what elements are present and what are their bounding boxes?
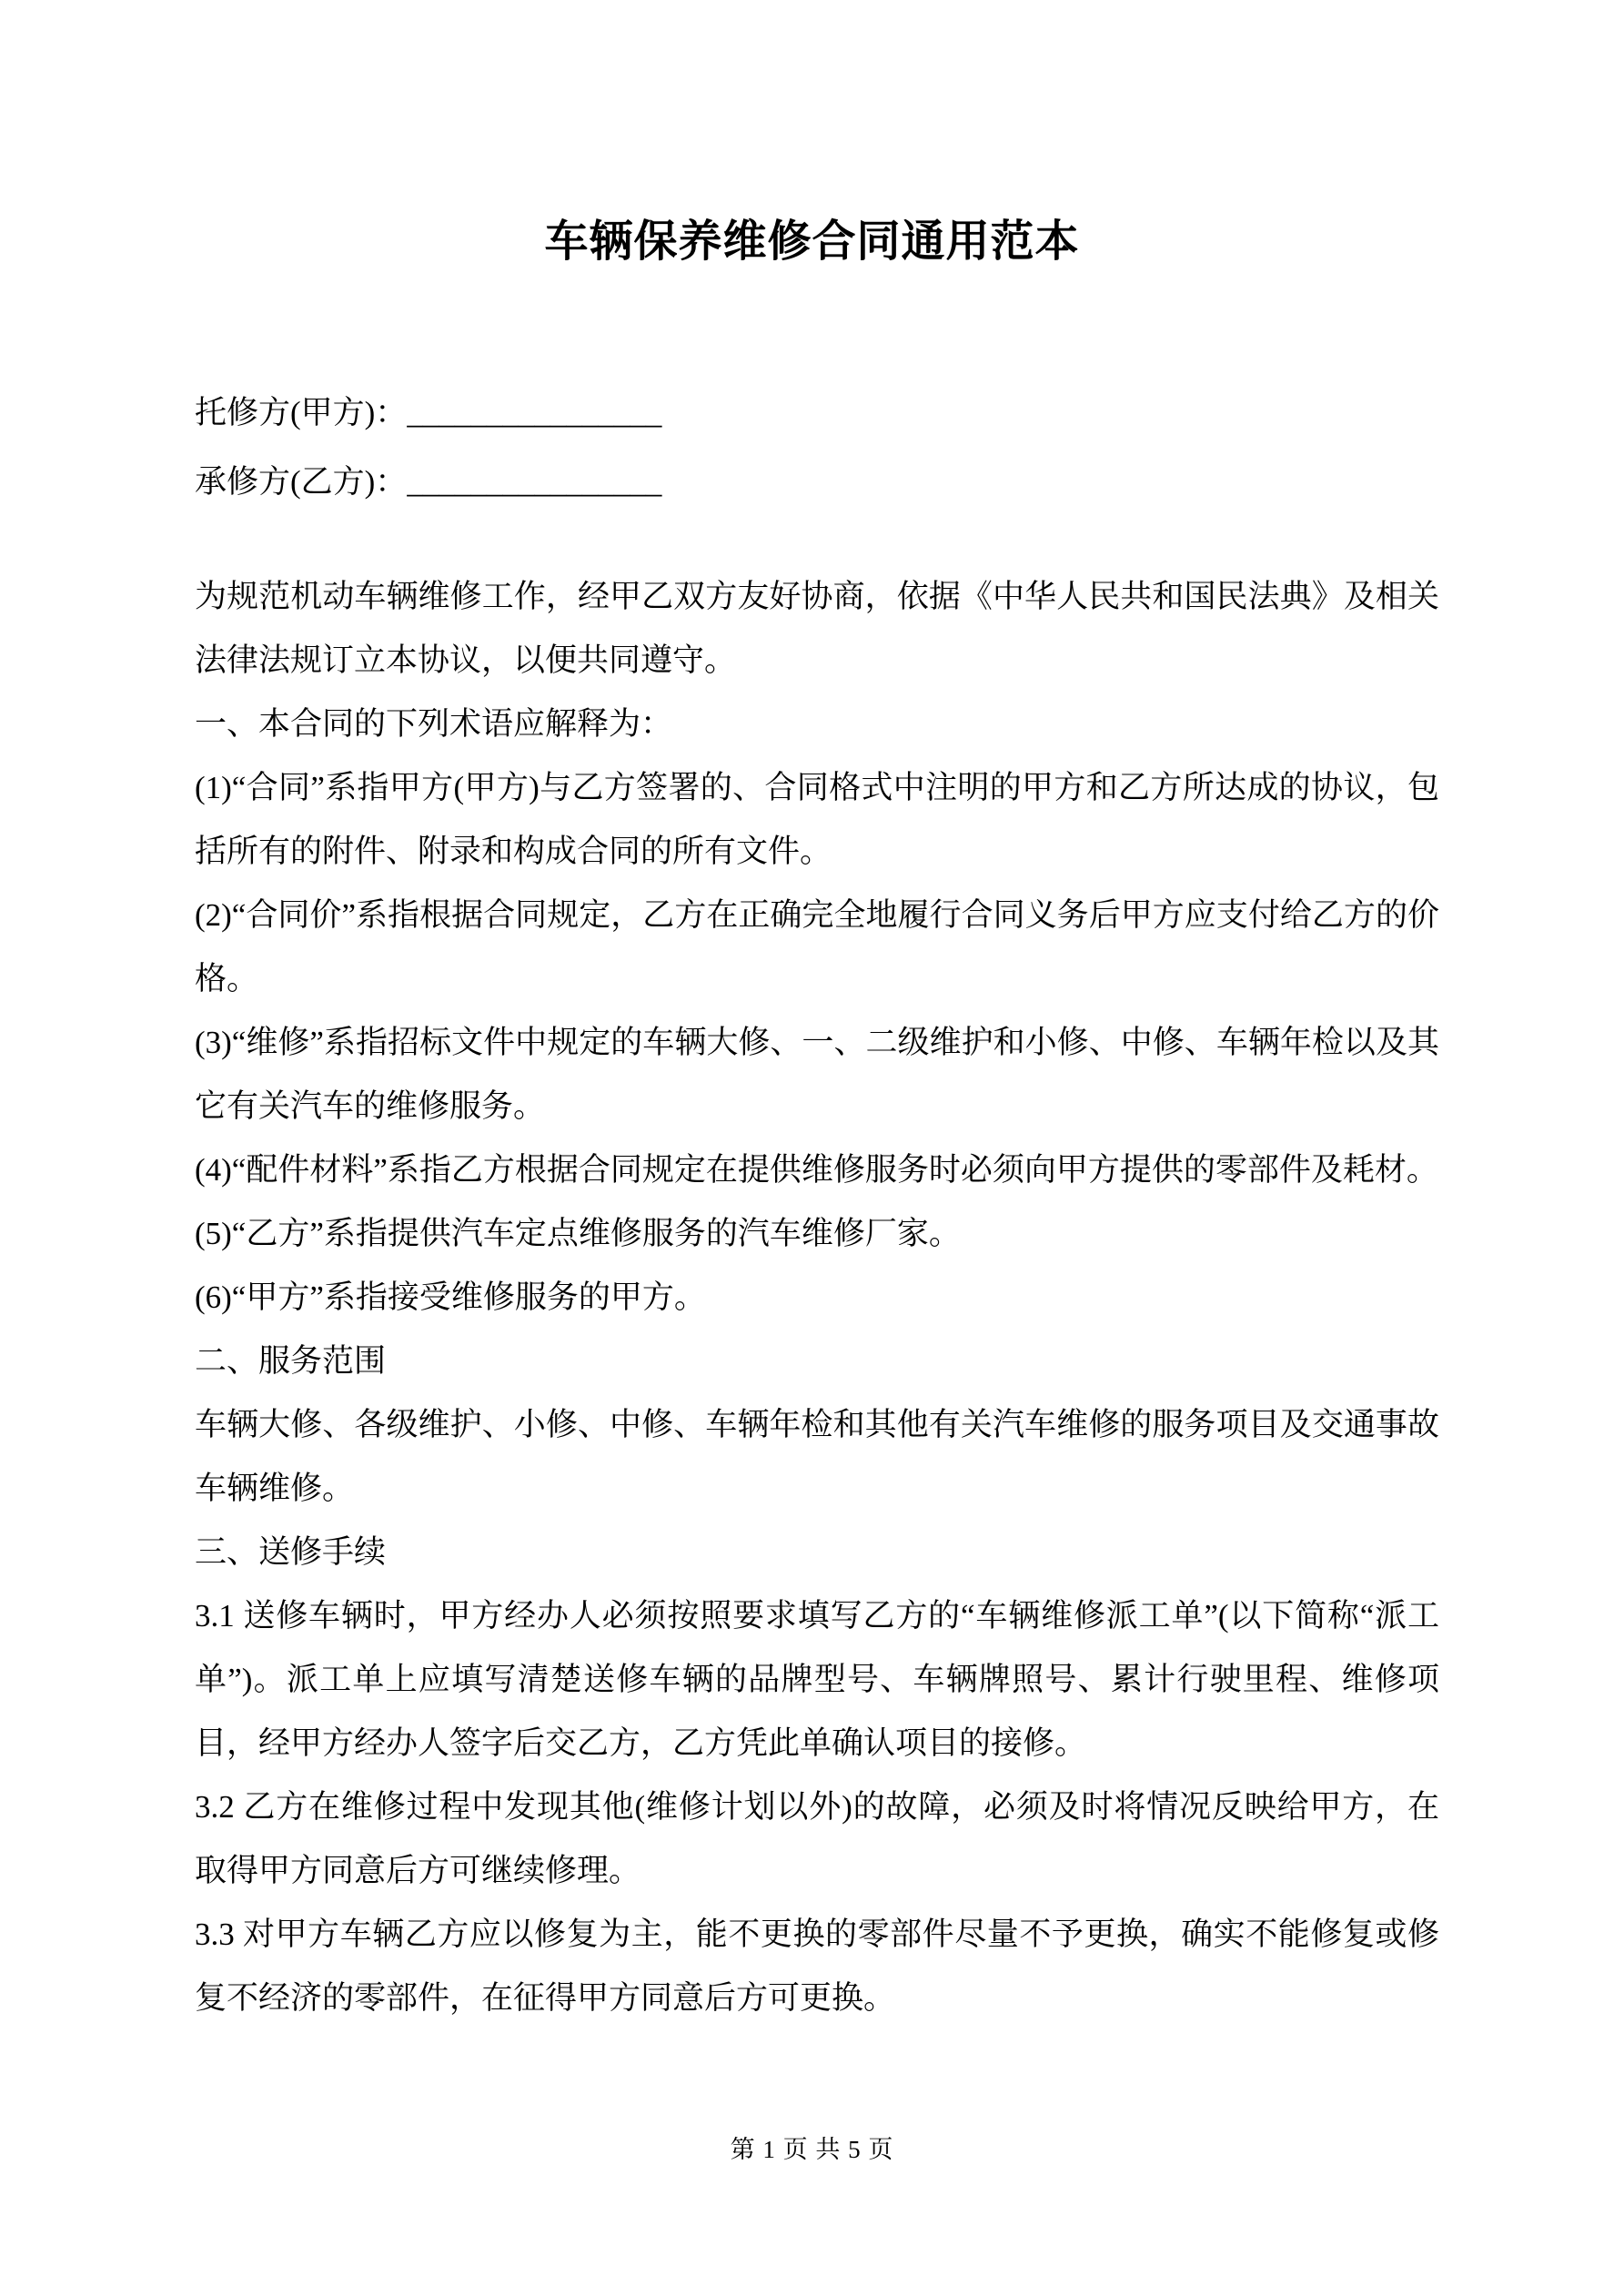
section-3-heading: 三、送修手续 [195,1534,387,1570]
clause-1-3: (3)“维修”系指招标文件中规定的车辆大修、一、二级维护和小修、中修、车辆年检以及其它有关汽车的维修服务。 [195,1025,1439,1124]
party-a-label: 托修方(甲方)： [195,395,408,430]
clause-1-4: (4)“配件材料”系指乙方根据合同规定在提供维修服务时必须向甲方提供的零部件及耗材。 [195,1152,1438,1188]
clause-1-2: (2)“合同价”系指根据合同规定，乙方在正确完全地履行合同义务后甲方应支付给乙方的价格。 [195,897,1439,996]
clause-1-1: (1)“合同”系指甲方(甲方)与乙方签署的、合同格式中注明的甲方和乙方所达成的协议，包括所有的附件、附录和构成合同的所有文件。 [195,770,1439,869]
party-a-blank-field[interactable]: ________________ [407,395,662,430]
page-number-footer: 第 1 页 共 5 页 [730,2136,894,2163]
clause-1-5: (5)“乙方”系指提供汽车定点维修服务的汽车维修厂家。 [195,1216,961,1251]
party-b-blank-field[interactable]: ________________ [407,464,662,500]
party-b-line [195,448,661,517]
document-body [195,565,1439,2030]
clause-3-2: 3.2 乙方在维修过程中发现其他(维修计划以外)的故障，必须及时将情况反映给甲方，在取得甲方同意后方可继续修理。 [195,1789,1439,1888]
party-block [195,379,661,517]
clause-3-3: 3.3 对甲方车辆乙方应以修复为主，能不更换的零部件尽量不予更换，确实不能修复或修复不经济的零部件，在征得甲方同意后方可更换。 [195,1917,1439,2016]
section-2-heading: 二、服务范围 [195,1343,387,1379]
section-2-body: 车辆大修、各级维护、小修、中修、车辆年检和其他有关汽车维修的服务项目及交通事故车辆维修。 [195,1407,1439,1506]
section-1-heading: 一、本合同的下列术语应解释为： [195,706,673,742]
clause-1-6: (6)“甲方”系指接受维修服务的甲方。 [195,1279,706,1315]
clause-3-1: 3.1 送修车辆时，甲方经办人必须按照要求填写乙方的“车辆维修派工单”(以下简称“派工单”)。派工单上应填写清楚送修车辆的品牌型号、车辆牌照号、累计行驶里程、维修项目，经甲方经办人签字后交乙方，乙方凭此单确认项目的接修。 [195,1598,1439,1761]
document-title: 车辆保养维修合同通用范本 [544,217,1080,266]
party-b-label: 承修方(乙方)： [195,464,408,500]
paragraph-preamble: 为规范机动车辆维修工作，经甲乙双方友好协商，依据《中华人民共和国民法典》及相关法律法规订立本协议，以便共同遵守。 [195,579,1439,678]
party-a-line [195,379,661,448]
